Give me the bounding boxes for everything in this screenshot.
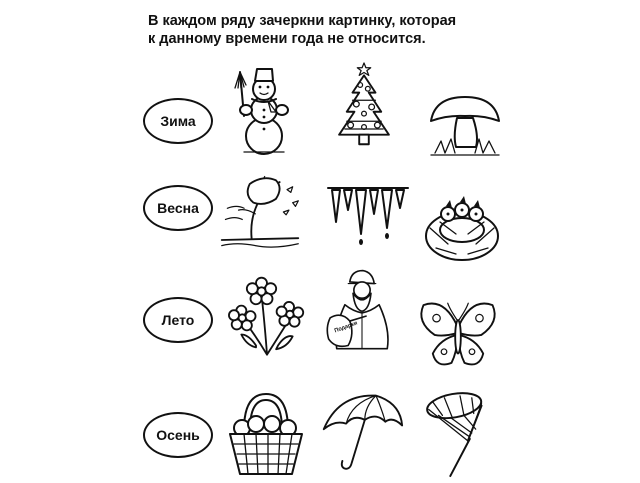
butterfly-net-icon[interactable]	[420, 390, 504, 478]
instruction-line-2: к данному времени года не относится.	[148, 31, 426, 47]
apple-basket-icon[interactable]	[224, 390, 308, 478]
windy-tree-icon[interactable]	[218, 168, 302, 256]
mushroom-icon[interactable]	[423, 82, 507, 170]
umbrella-icon[interactable]	[320, 388, 404, 476]
christmas-tree-icon[interactable]	[322, 62, 406, 150]
icicles-icon[interactable]	[326, 176, 410, 264]
season-label-summer: Лето	[143, 297, 213, 343]
snowman-icon[interactable]	[224, 66, 308, 154]
instruction-line-1: В каждом ряду зачеркни картинку, которая	[148, 13, 457, 29]
bird-nest-icon[interactable]	[420, 184, 504, 272]
task-instruction	[148, 12, 488, 48]
season-label-winter: Зима	[143, 98, 213, 144]
season-label-spring: Весна	[143, 185, 213, 231]
gift-bag-label: Подарки	[333, 320, 359, 335]
santa-claus-icon[interactable]	[320, 264, 404, 352]
season-label-autumn: Осень	[143, 412, 213, 458]
flowers-icon[interactable]	[225, 274, 309, 362]
butterfly-icon[interactable]	[416, 290, 500, 378]
